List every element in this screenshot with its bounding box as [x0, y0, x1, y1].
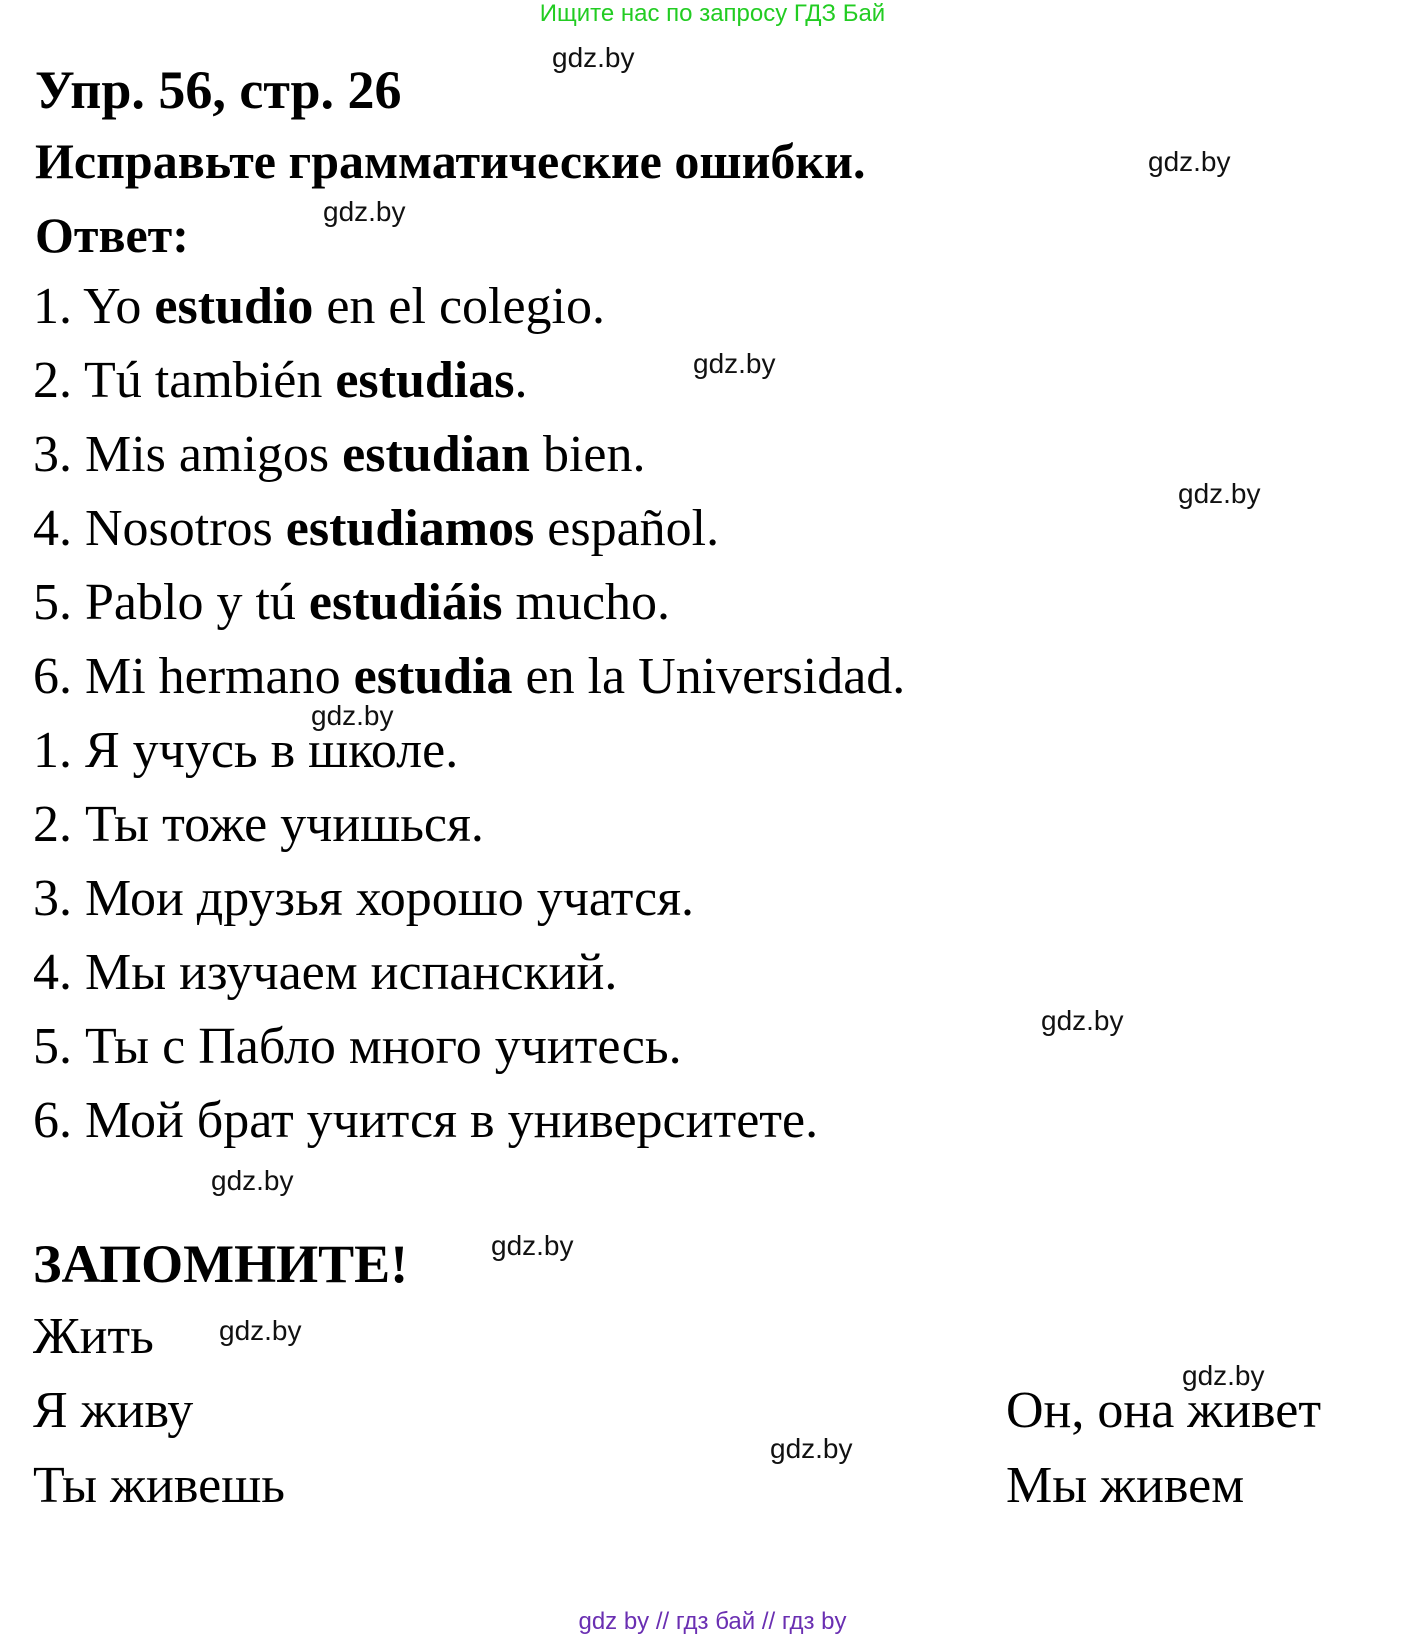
bottom-banner: gdz by // гдз бай // гдз by — [578, 1608, 847, 1635]
remember-heading: ЗАПОМНИТЕ! — [33, 1234, 409, 1294]
verb-form: estudia — [353, 648, 513, 705]
conjugation-yo: Я живу — [33, 1382, 194, 1439]
task-instruction: Исправьте грамматические ошибки. — [35, 133, 866, 189]
conjugation-el: Он, она живет — [1006, 1382, 1322, 1439]
conjugation-nosotros: Мы живем — [1006, 1457, 1245, 1514]
watermark: gdz.by — [693, 348, 776, 379]
answer-label: Ответ: — [35, 207, 189, 263]
verb-form: estudias — [335, 352, 515, 409]
watermark: gdz.by — [219, 1315, 302, 1346]
russian-sentence-1: 1. Я учусь в школе. — [33, 722, 459, 779]
watermark: gdz.by — [211, 1165, 294, 1196]
russian-sentence-4: 4. Мы изучаем испанский. — [33, 944, 618, 1001]
spanish-sentence-1: 1. Yo estudio en el colegio. — [33, 278, 606, 335]
watermark: gdz.by — [1182, 1360, 1265, 1391]
russian-sentence-6: 6. Мой брат учится в университете. — [33, 1092, 819, 1149]
verb-form: estudian — [342, 426, 530, 483]
spanish-sentence-4: 4. Nosotros estudiamos español. — [33, 500, 720, 557]
verb-form: estudiamos — [285, 500, 535, 557]
watermark: gdz.by — [311, 700, 394, 731]
watermark: gdz.by — [491, 1230, 574, 1261]
conjugation-tu: Ты живешь — [33, 1457, 285, 1514]
top-banner: Ищите нас по запросу ГДЗ Бай — [539, 0, 886, 27]
spanish-sentence-3: 3. Mis amigos estudian bien. — [33, 426, 646, 483]
verb-form: estudio — [154, 278, 314, 335]
watermark: gdz.by — [1148, 146, 1231, 177]
watermark: gdz.by — [1178, 478, 1261, 509]
russian-sentence-5: 5. Ты с Пабло много учитесь. — [33, 1018, 682, 1075]
exercise-title: Упр. 56, стр. 26 — [35, 60, 402, 120]
watermark: gdz.by — [770, 1433, 853, 1464]
watermark: gdz.by — [552, 42, 635, 73]
watermark: gdz.by — [323, 196, 406, 227]
verb-infinitive: Жить — [33, 1308, 154, 1365]
watermark: gdz.by — [1041, 1005, 1124, 1036]
russian-sentence-3: 3. Мои друзья хорошо учатся. — [33, 870, 695, 927]
spanish-sentence-5: 5. Pablo y tú estudiáis mucho. — [33, 574, 671, 631]
spanish-sentence-6: 6. Mi hermano estudia en la Universidad. — [33, 648, 906, 705]
russian-sentence-2: 2. Ты тоже учишься. — [33, 796, 484, 853]
verb-form: estudiáis — [308, 574, 503, 631]
spanish-sentence-2: 2. Tú también estudias. — [33, 352, 528, 409]
